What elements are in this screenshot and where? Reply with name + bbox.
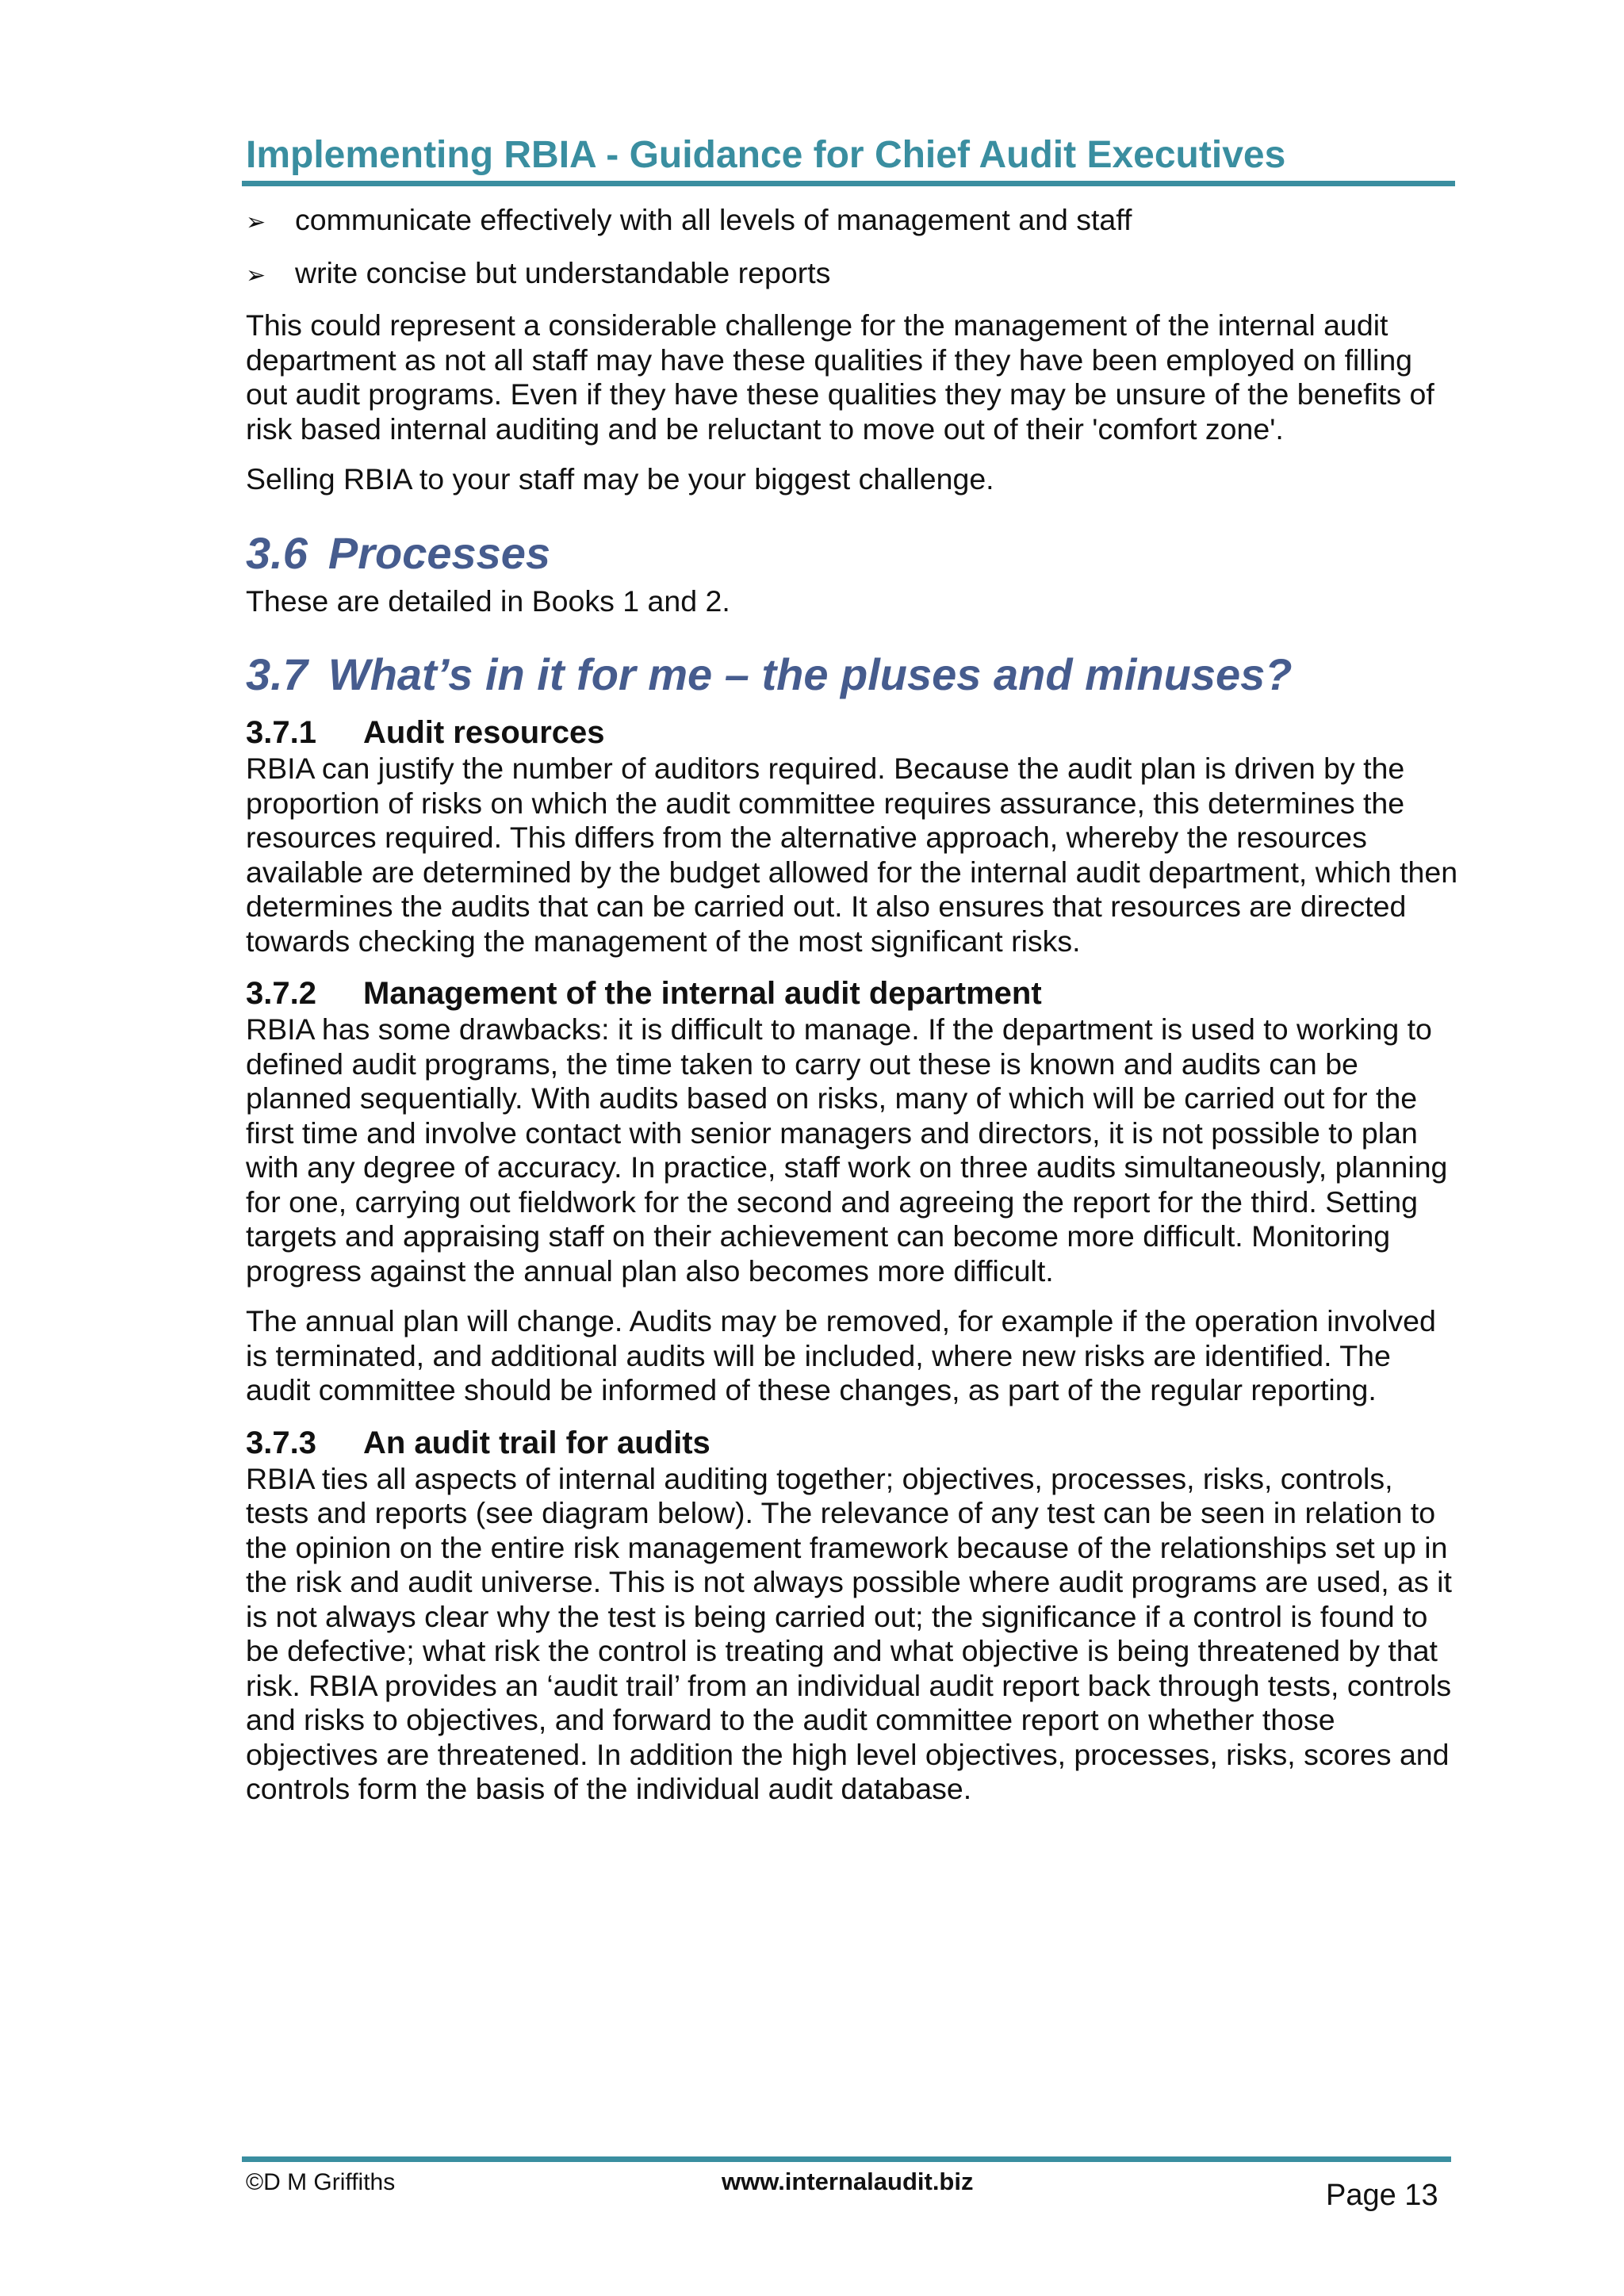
subsection-heading-management bbox=[246, 974, 1459, 1012]
paragraph-audit-trail: RBIA ties all aspects of internal auditing together; objectives, processes, risks, controls, tests and reports (see diagram below). The relevance of any test can be seen in relation to the opinion on the entire risk management framework because of the relationships set up in the risk and audit universe. This is not always possible where audit programs are used, as it is not always clear why the test is being carried out; the significance if a control is found to be defective; what risk the control is treating and what objective is being threatened by that risk. RBIA provides an ‘audit trail’ from an individual audit report back through tests, controls and risks to objectives, and forward to the audit committee report on whether those objectives are threatened. In addition the high level objectives, processes, risks, scores and controls form the basis of the individual audit database. bbox=[246, 1461, 1452, 1805]
bullet-item bbox=[246, 203, 1459, 240]
footer-copyright: ©D M Griffiths bbox=[246, 2169, 396, 2195]
footer-divider bbox=[242, 2156, 1451, 2162]
paragraph-audit-resources: RBIA can justify the number of auditors required. Because the audit plan is driven by the proportion of risks on which the audit committee requires assurance, this determines the resources required. This differs from the alternative approach, whereby the resources available are determined by the budget allowed for the internal audit department, which then determines the audits that can be carried out. It also ensures that resources are directed towards checking the management of the most significant risks. bbox=[246, 752, 1458, 958]
section-heading-pluses-minuses bbox=[246, 649, 1459, 701]
document-body bbox=[246, 203, 1459, 1823]
section-number: 3.7 bbox=[246, 649, 308, 699]
bullet-item bbox=[246, 256, 1459, 293]
subsection-heading-audit-resources bbox=[246, 714, 1459, 752]
paragraph-annual-plan: The annual plan will change. Audits may be removed, for example if the operation involved is terminated, and additional audits will be included, where new risks are identified. The audit committee should be informed of these changes, as part of the regular reporting. bbox=[246, 1304, 1436, 1406]
paragraph-challenge: This could represent a considerable challenge for the management of the internal audit department as not all staff may have these qualities if they have been employed on filling out audit programs. Even if they have these qualities they may be unsure of the benefits of risk based internal auditing and be reluctant to move out of their 'comfort zone'. bbox=[246, 308, 1434, 446]
header-divider bbox=[242, 181, 1455, 186]
paragraph-processes: These are detailed in Books 1 and 2. bbox=[246, 584, 730, 618]
subsection-title: An audit trail for audits bbox=[363, 1425, 710, 1460]
section-heading-processes bbox=[246, 527, 1459, 580]
arrow-bullet-icon: ➢ bbox=[246, 262, 266, 289]
subsection-title: Audit resources bbox=[363, 715, 605, 750]
section-title: What’s in it for me – the pluses and minuses? bbox=[327, 649, 1293, 699]
paragraph-management-drawbacks: RBIA has some drawbacks: it is difficult to manage. If the department is used to working to defined audit programs, the time taken to carry out these is known and audits can be planned sequentially. With audits based on risks, many of which will be carried out for the first time and involve contact with senior managers and directors, it is not possible to plan with any degree of accuracy. In practice, staff work on three audits simultaneously, planning for one, carrying out fieldwork for the second and agreeing the report for the third. Setting targets and appraising staff on their achievement can become more difficult. Monitoring progress against the annual plan also becomes more difficult. bbox=[246, 1012, 1448, 1288]
bullet-text: communicate effectively with all levels of management and staff bbox=[295, 203, 1132, 236]
footer-website: www.internalaudit.biz bbox=[722, 2168, 974, 2195]
page-number: Page 13 bbox=[1326, 2179, 1438, 2212]
section-number: 3.6 bbox=[246, 527, 308, 578]
paragraph-selling: Selling RBIA to your staff may be your biggest challenge. bbox=[246, 462, 994, 496]
subsection-title: Management of the internal audit department bbox=[363, 976, 1042, 1011]
subsection-number: 3.7.2 bbox=[246, 976, 316, 1011]
arrow-bullet-icon: ➢ bbox=[246, 209, 266, 235]
subsection-heading-audit-trail bbox=[246, 1424, 1459, 1462]
subsection-number: 3.7.1 bbox=[246, 715, 316, 750]
section-title: Processes bbox=[327, 527, 551, 578]
bullet-text: write concise but understandable reports bbox=[295, 255, 831, 289]
subsection-number: 3.7.3 bbox=[246, 1425, 316, 1460]
document-header-title: Implementing RBIA - Guidance for Chief Audit Executives bbox=[246, 134, 1286, 176]
